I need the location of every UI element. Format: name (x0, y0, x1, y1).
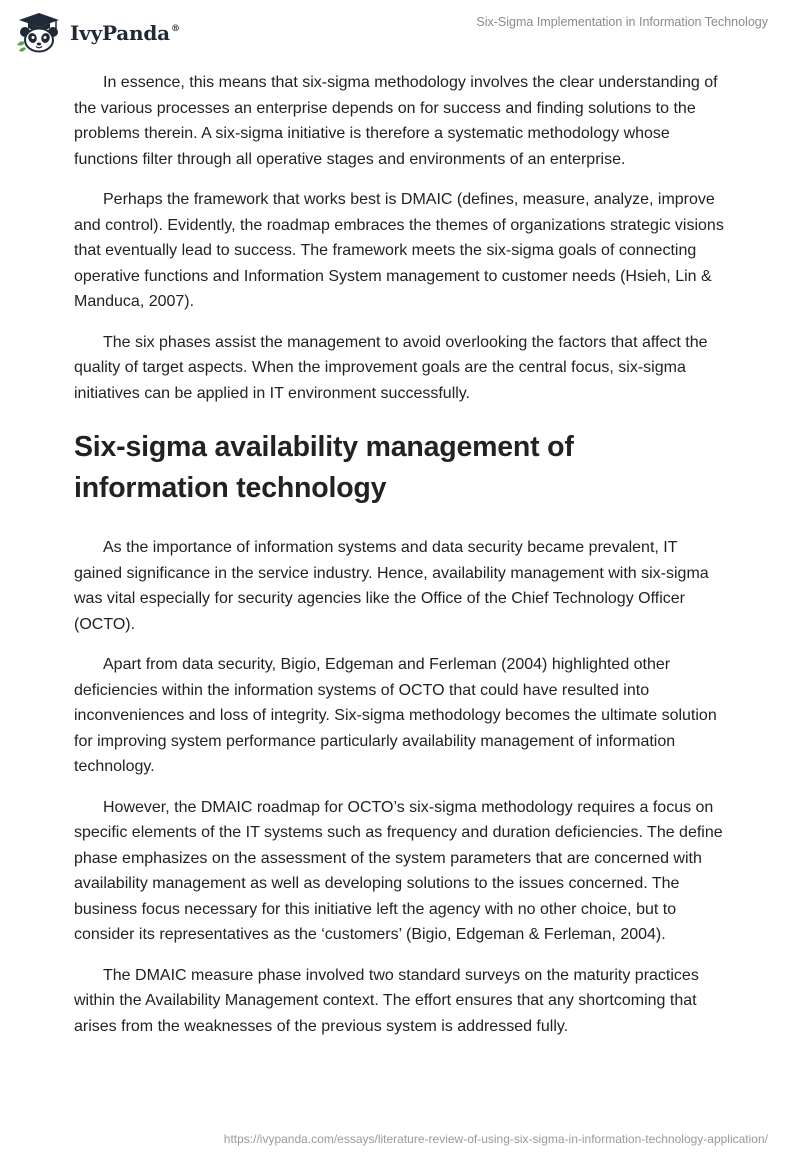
source-url-link[interactable]: https://ivypanda.com/essays/literature-review-of-using-six-sigma-in-information-technology-application/ (223, 1132, 768, 1146)
paragraph: However, the DMAIC roadmap for OCTO’s six-sigma methodology requires a focus on specific elements of the IT systems such as frequency and duration deficiencies. The define phase emphasizes on the assessment of the system parameters that are concerned with availability management as well as developing solutions to the issues concerned. The business focus necessary for this initiative left the agency with no other choice, but to consider its representatives as the ‘customers’ (Bigio, Edgeman & Ferleman, 2004). (74, 798, 723, 943)
page-header (0, 0, 800, 60)
section-heading: Six-sigma availability management of information technology (74, 431, 574, 504)
registered-mark: ® (170, 24, 180, 34)
paragraph: In essence, this means that six-sigma methodology involves the clear understanding of the various processes an enterprise depends on for success and finding solutions to the problems therein. A six-sigma initiative is therefore a systematic methodology whose functions filter through all operative stages and environments of an enterprise. (74, 74, 718, 168)
brand-name: IvyPanda® (70, 21, 180, 45)
panda-mascot-icon (16, 11, 62, 53)
paragraph: The six phases assist the management to avoid overlooking the factors that affect the quality of target aspects. When the improvement goals are the central focus, six-sigma initiatives can be applied in IT environment successfully. (74, 333, 708, 402)
paragraph: Perhaps the framework that works best is DMAIC (defines, measure, analyze, improve and control). Evidently, the roadmap embraces the themes of organizations strategic visions that eventually lead to success. The framework meets the six-sigma goals of connecting operative functions and Information System management to customer needs (Hsieh, Lin & Manduca, 2007). (74, 191, 724, 310)
ivypanda-logo[interactable] (16, 8, 180, 56)
running-title: Six-Sigma Implementation in Information Technology (476, 15, 768, 29)
paragraph: As the importance of information systems and data security became prevalent, IT gained significance in the service industry. Hence, availability management with six-sigma was vital especially for security agencies like the Office of the Chief Technology Officer (OCTO). (74, 539, 709, 633)
essay-content (74, 70, 728, 1054)
paragraph: The DMAIC measure phase involved two standard surveys on the maturity practices within the Availability Management context. The effort ensures that any shortcoming that arises from the weaknesses of the previous system is addressed fully. (74, 966, 699, 1035)
paragraph: Apart from data security, Bigio, Edgeman and Ferleman (2004) highlighted other deficiencies within the information systems of OCTO that could have resulted into inconveniences and loss of integrity. Six-sigma methodology becomes the ultimate solution for improving system performance particularly availability management of information technology. (74, 656, 717, 775)
